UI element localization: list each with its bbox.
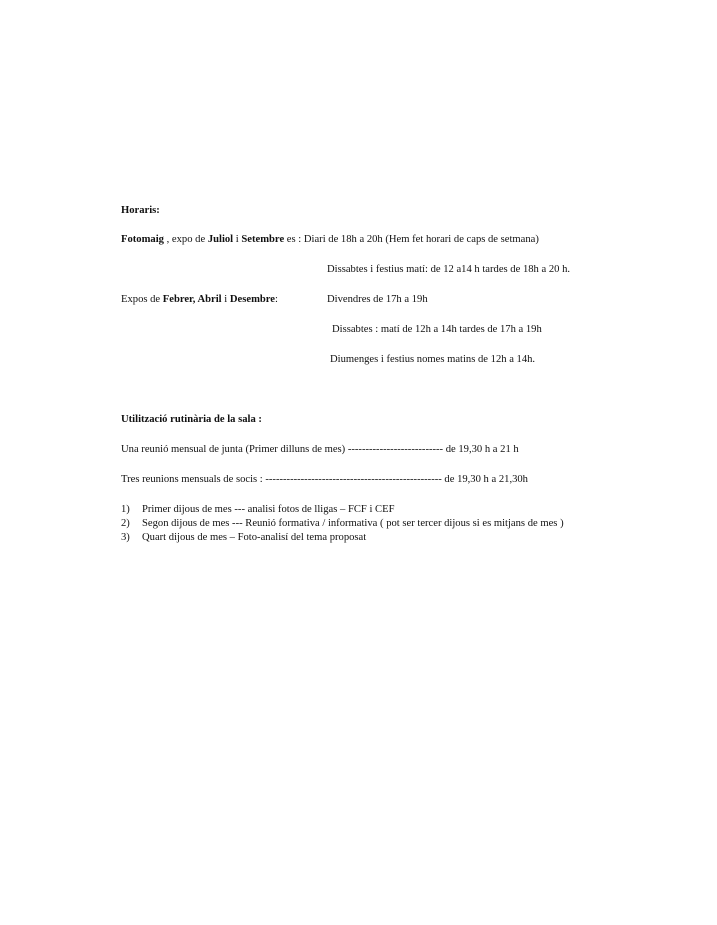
fotomaig-weekend-line: Dissabtes i festius matí: de 12 a14 h tardes de 18h a 20 h. xyxy=(327,264,571,275)
fotomaig-label: Fotomaig xyxy=(121,234,164,245)
reunions-socis-line: Tres reunions mensuals de socis : -------------------------------------------------- de 19,30 h a 21,30h xyxy=(121,474,528,485)
list-item: 3) Quart dijous de mes – Foto-analisí del tema proposat xyxy=(121,532,367,543)
expos-friday-line: Divendres de 17h a 19h xyxy=(327,294,428,305)
expos-saturday-line: Dissabtes : matí de 12h a 14h tardes de 17h a 19h xyxy=(332,324,542,335)
expos-sunday-line: Diumenges i festius nomes matins de 12h a 14h. xyxy=(330,354,536,365)
expos-label: Expos de Febrer, Abril i Desembre: xyxy=(121,294,278,305)
utilitzacio-heading: Utilització rutinària de la sala : xyxy=(121,414,262,425)
horaris-heading: Horaris: xyxy=(121,205,160,216)
reunio-junta-line: Una reunió mensual de junta (Primer dilluns de mes) --------------------------- de 19,30 h a 21 h xyxy=(121,444,519,455)
fotomaig-schedule-line: Fotomaig , expo de Juliol i Setembre es : Diari de 18h a 20h (Hem fet horari de caps de setmana) xyxy=(121,234,539,245)
list-item: 1) Primer dijous de mes --- analisi fotos de lligas – FCF i CEF xyxy=(121,504,395,515)
list-item: 2) Segon dijous de mes --- Reunió formativa / informativa ( pot ser tercer dijous si es mitjans de mes ) xyxy=(121,518,564,529)
